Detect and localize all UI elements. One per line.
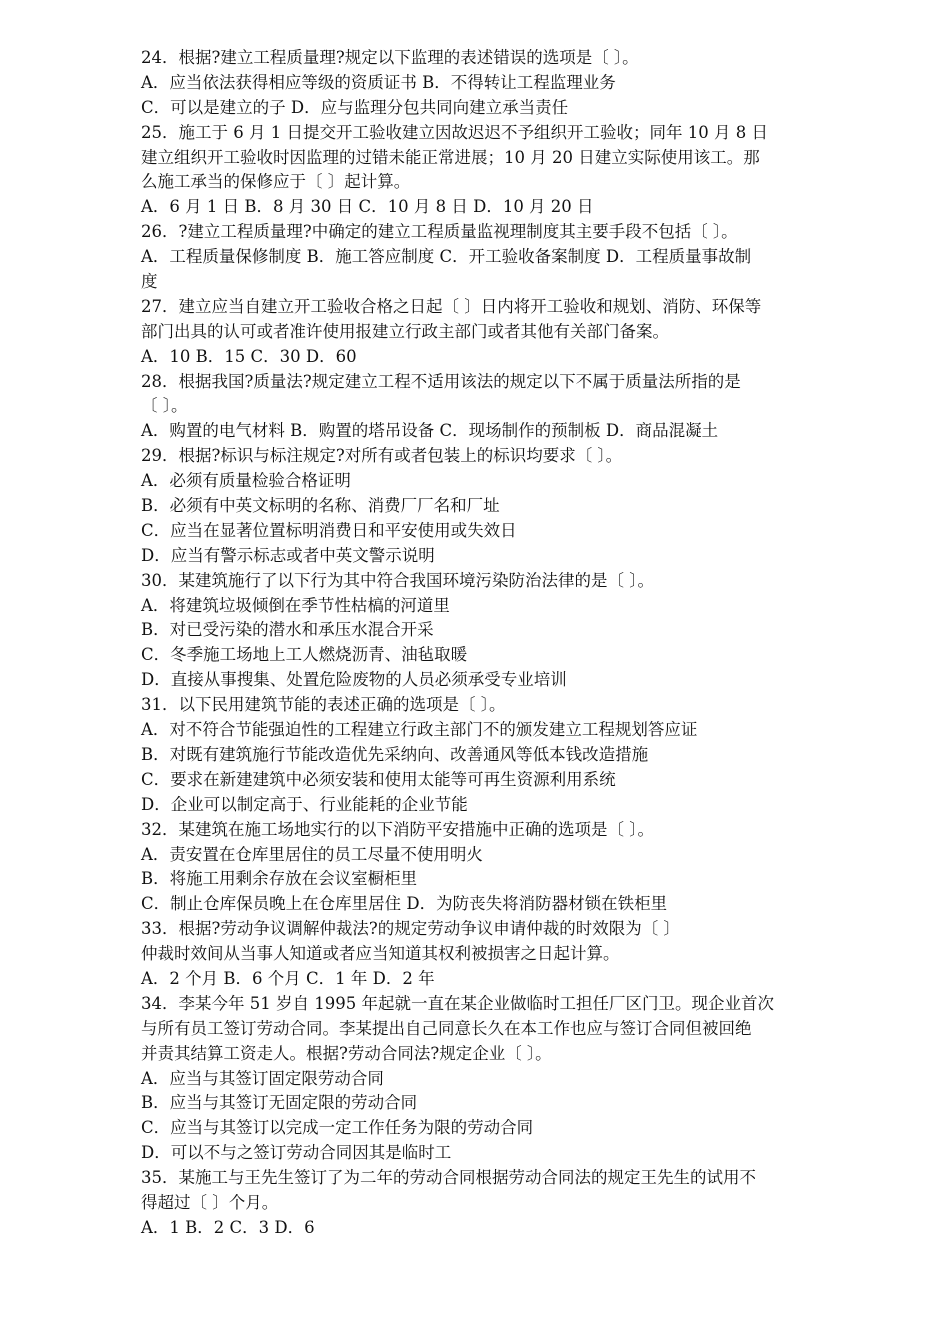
- text-line: A．必须有质量检验合格证明: [141, 471, 351, 491]
- text-line: 度: [141, 272, 158, 292]
- text-line: A．应当与其签订固定限劳动合同: [141, 1068, 384, 1088]
- text-line: B．对既有建筑施行节能改造优先采纳向、改善通风等低本钱改造措施: [141, 744, 649, 764]
- text-line: A．对不符合节能强迫性的工程建立行政主部门不的颁发建立工程规划答应证: [141, 720, 698, 740]
- text-line: A．2 个月 B．6 个月 C．1 年 D．2 年: [141, 968, 435, 988]
- text-line: C．制止仓库保员晚上在仓库里居住 D．为防丧失将消防器材锁在铁柜里: [141, 894, 668, 914]
- text-line: D．企业可以制定高于、行业能耗的企业节能: [141, 794, 468, 814]
- text-line: D．直接从事搜集、处置危险废物的人员必须承受专业培训: [141, 670, 567, 690]
- text-line: B．应当与其签订无固定限的劳动合同: [141, 1093, 418, 1113]
- document-body: [141, 46, 859, 1241]
- text-line: C．冬季施工场地上工人燃烧沥青、油毡取暖: [141, 645, 468, 665]
- text-line: 〔 〕。: [141, 396, 188, 416]
- text-line: 仲裁时效间从当事人知道或者应当知道其权利被损害之日起计算。: [141, 944, 620, 964]
- text-line: 24．根据?建立工程质量理?规定以下监理的表述错误的选项是〔 〕。: [141, 48, 639, 67]
- text-line: A．责安置在仓库里居住的员工尽量不使用明火: [141, 844, 483, 864]
- text-line: 建立组织开工验收时因监理的过错未能正常进展；10 月 20 日建立实际使用该工。那: [141, 147, 760, 167]
- text-line: C．应当与其签订以完成一定工作任务为限的劳动合同: [141, 1118, 534, 1138]
- text-line: 35．某施工与王先生签订了为二年的劳动合同根据劳动合同法的规定王先生的试用不: [141, 1168, 756, 1188]
- text-line: 么施工承当的保修应于〔 〕起计算。: [141, 172, 411, 192]
- text-line: A．10 B．15 C．30 D．60: [141, 346, 357, 366]
- text-line: C．可以是建立的子 D．应与监理分包共同向建立承当责任: [141, 97, 569, 117]
- text-line: 31．以下民用建筑节能的表述正确的选项是〔 〕。: [141, 695, 506, 715]
- text-line: 26．?建立工程质量理?中确定的建立工程质量监视理制度其主要手段不包括〔 〕。: [141, 222, 738, 242]
- text-line: A．1 B．2 C．3 D．6: [141, 1217, 315, 1237]
- text-line: 27．建立应当自建立开工验收合格之日起〔 〕日内将开工验收和规划、消防、环保等: [141, 296, 762, 316]
- text-line: A．应当依法获得相应等级的资质证书 B．不得转让工程监理业务: [141, 72, 616, 92]
- text-line: D．可以不与之签订劳动合同因其是临时工: [141, 1143, 452, 1163]
- text-line: C．应当在显著位置标明消费日和平安使用或失效日: [141, 520, 517, 540]
- text-line: 部门出具的认可或者准许使用报建立行政主部门或者其他有关部门备案。: [141, 321, 669, 341]
- text-line: 28．根据我国?质量法?规定建立工程不适用该法的规定以下不属于质量法所指的是: [141, 371, 741, 391]
- text-line: 25．施工于 6 月 1 日提交开工验收建立因故迟迟不予组织开工验收；同年 10 月 8 日: [141, 122, 768, 142]
- text-line: D．应当有警示标志或者中英文警示说明: [141, 545, 435, 565]
- text-line: 29．根据?标识与标注规定?对所有或者包装上的标识均要求〔 〕。: [141, 446, 623, 466]
- text-line: 30．某建筑施行了以下行为其中符合我国环境污染防治法律的是〔 〕。: [141, 570, 654, 590]
- text-line: 34．李某今年 51 岁自 1995 年起就一直在某企业做临时工担任厂区门卫。现企业首次: [141, 993, 774, 1013]
- text-line: A．6 月 1 日 B．8 月 30 日 C．10 月 8 日 D．10 月 20 日: [141, 197, 594, 217]
- text-line: B．将施工用剩余存放在会议室橱柜里: [141, 869, 418, 889]
- text-line: 32．某建筑在施工场地实行的以下消防平安措施中正确的选项是〔 〕。: [141, 819, 654, 839]
- text-line: 与所有员工签订劳动合同。李某提出自己同意长久在本工作也应与签订合同但被回绝: [141, 1018, 752, 1038]
- text-line: 并责其结算工资走人。根据?劳动合同法?规定企业〔 〕。: [141, 1043, 552, 1063]
- text-line: B．必须有中英文标明的名称、消费厂厂名和厂址: [141, 496, 500, 516]
- text-line: A．购置的电气材料 B．购置的塔吊设备 C．现场制作的预制板 D．商品混凝土: [141, 421, 719, 441]
- text-line: A．将建筑垃圾倾倒在季节性枯槁的河道里: [141, 595, 450, 615]
- text-line: A．工程质量保修制度 B．施工答应制度 C．开工验收备案制度 D．工程质量事故制: [141, 247, 752, 267]
- text-line: C．要求在新建建筑中必须安装和使用太能等可再生资源利用系统: [141, 769, 616, 789]
- text-line: 得超过〔 〕个月。: [141, 1192, 279, 1212]
- text-line: B．对已受污染的潜水和承压水混合开采: [141, 620, 434, 640]
- text-line: 33．根据?劳动争议调解仲裁法?的规定劳动争议申请仲裁的时效限为〔 〕: [141, 919, 680, 939]
